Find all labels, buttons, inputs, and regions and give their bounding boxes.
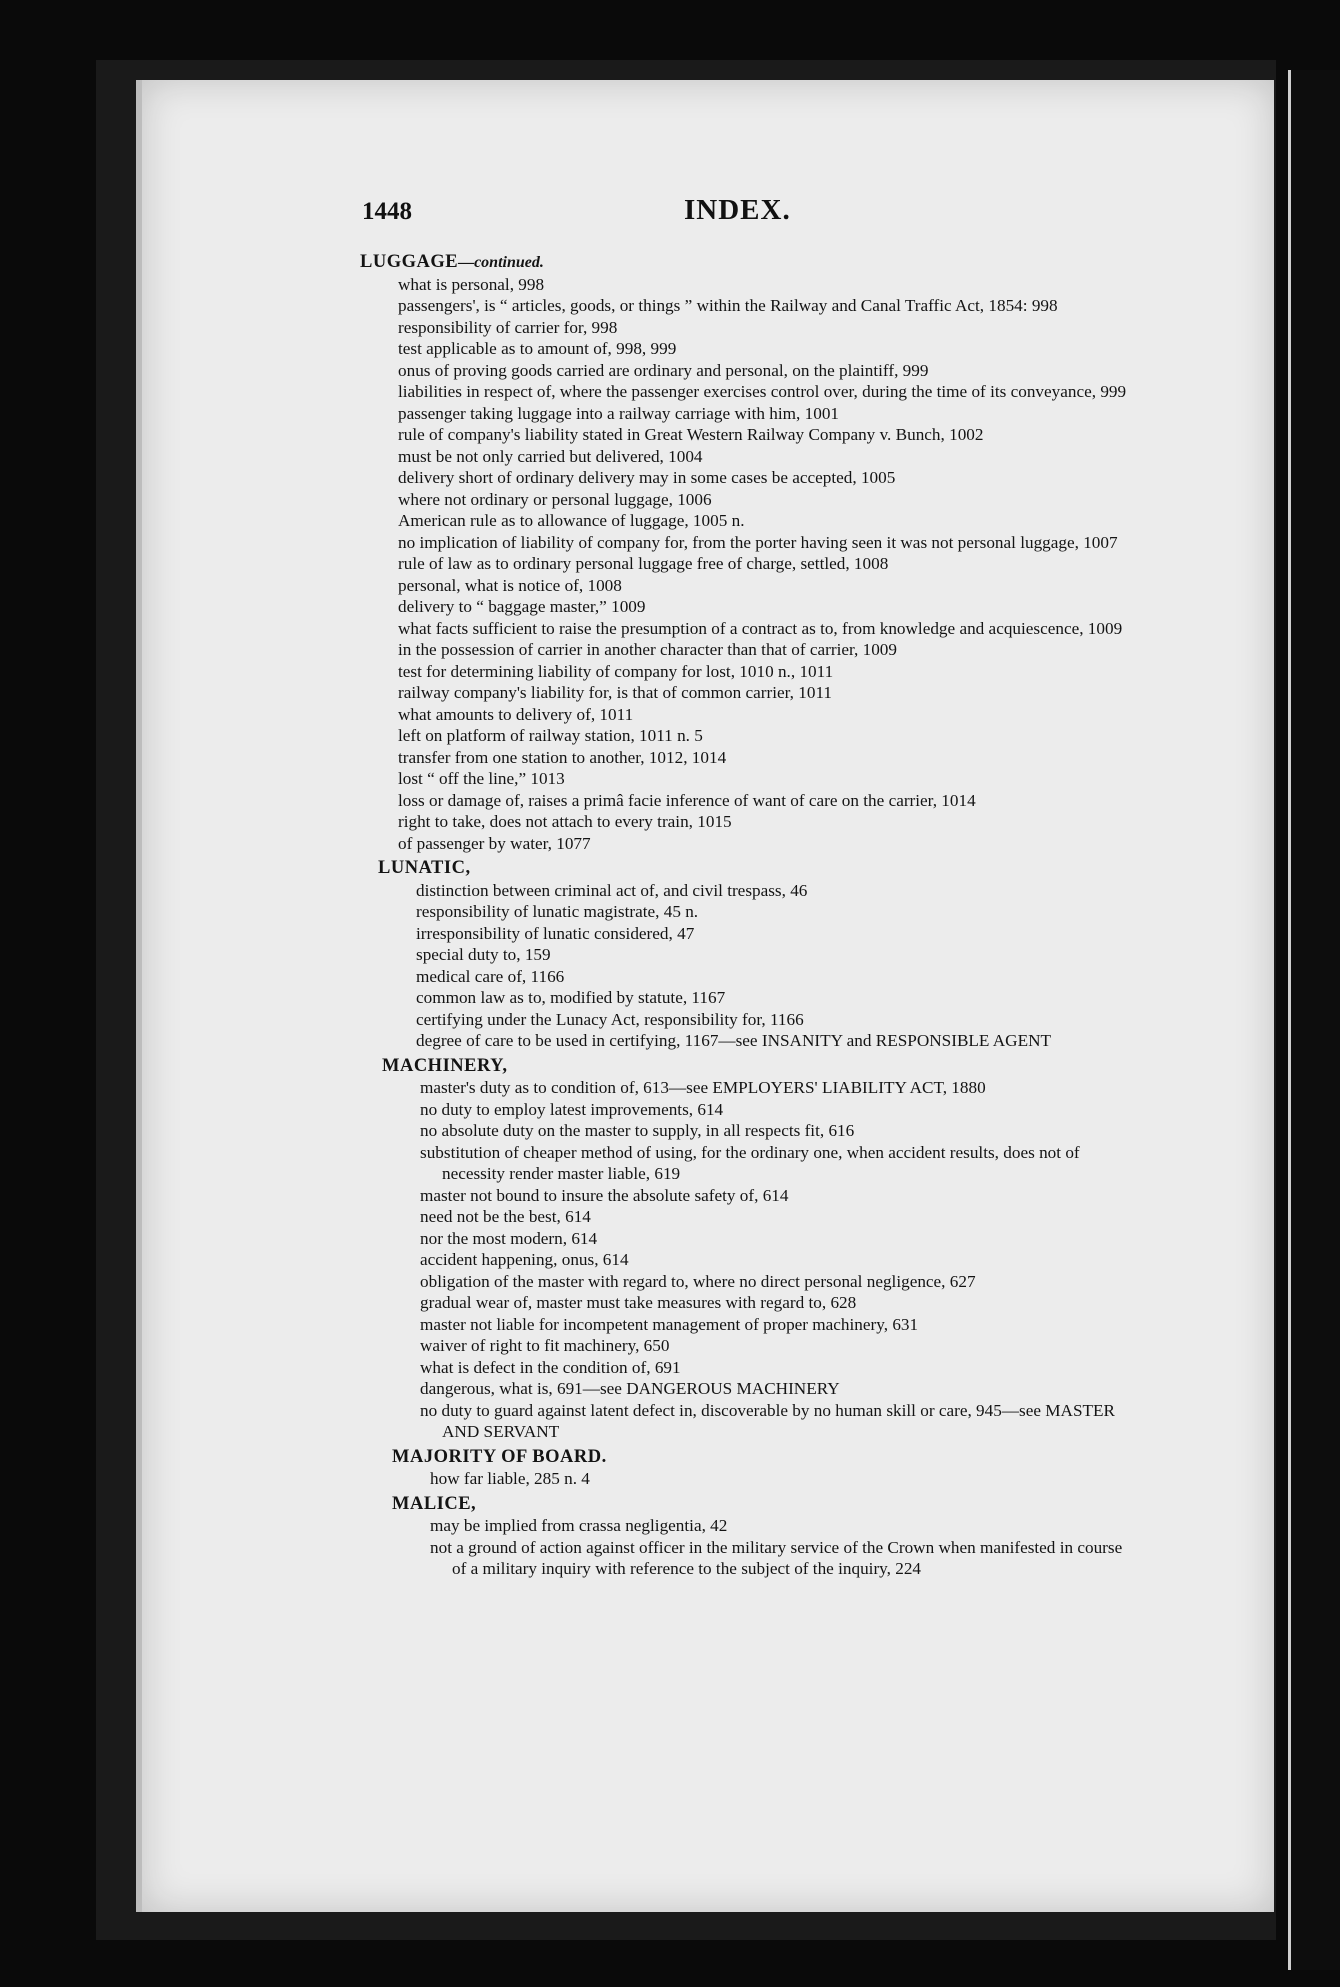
index-entry [360,252,1140,854]
subentry: delivery short of ordinary delivery may in some cases be accepted, 1005 [398,468,896,487]
subentry: how far liable, 285 n. 4 [430,1469,590,1488]
subentry: passengers', is “ articles, goods, or things ” within the Railway and Canal Traffic Act, 1854: 998 [398,296,1058,315]
subentry: nor the most modern, 614 [420,1228,598,1248]
entry-heading [382,1056,1140,1078]
subentry: American rule as to allowance of luggage, 1005 n. [398,511,745,530]
subentry: responsibility of carrier for, 998 [398,317,618,337]
subentry: substitution of cheaper method of using, for the ordinary one, when accident results, does not of necessity render master liable, 619 [420,1142,1080,1183]
subentry: master's duty as to condition of, 613—see EMPLOYERS' LIABILITY ACT, 1880 [420,1078,986,1097]
subentry: irresponsibility of lunatic considered, 47 [416,923,695,943]
facing-page-edge [1288,70,1340,1970]
subentry: responsibility of lunatic magistrate, 45 n. [416,902,699,921]
subentry: test for determining liability of company for lost, 1010 n., 1011 [398,661,834,681]
subentry: no duty to employ latest improvements, 614 [420,1099,724,1119]
subentry: loss or damage of, raises a primâ facie inference of want of care on the carrier, 1014 [398,790,976,810]
subentry: need not be the best, 614 [420,1207,591,1226]
subentry: railway company's liability for, is that of common carrier, 1011 [398,683,832,702]
subentry: onus of proving goods carried are ordinary and personal, on the plaintiff, 999 [398,360,929,380]
subentry: no absolute duty on the master to supply, in all respects fit, 616 [420,1121,855,1140]
subentry: not a ground of action against officer in the military service of the Crown when manifested in course of a military inquiry with reference to the subject of the inquiry, 224 [430,1537,1123,1578]
subentry: medical care of, 1166 [416,966,565,986]
subentry: what is personal, 998 [398,274,545,294]
subentry: what facts sufficient to raise the presumption of a contract as to, from knowledge and acquiescence, 1009 [398,618,1123,638]
subentry: no implication of liability of company for, from the porter having seen it was not personal luggage, 1007 [398,532,1118,552]
subentry: waiver of right to fit machinery, 650 [420,1336,670,1355]
entry-heading [392,1494,1140,1516]
subentry: of passenger by water, 1077 [398,833,591,853]
subentry: passenger taking luggage into a railway carriage with him, 1001 [398,403,840,423]
subentry: lost “ off the line,” 1013 [398,769,565,788]
subentry: left on platform of railway station, 1011 n. 5 [398,726,703,745]
subentry: rule of law as to ordinary personal luggage free of charge, settled, 1008 [398,554,889,573]
subentry: test applicable as to amount of, 998, 999 [398,339,677,358]
running-head [362,194,802,232]
subentry: may be implied from crassa negligentia, 42 [430,1516,728,1535]
subentry: what is defect in the condition of, 691 [420,1357,681,1377]
entry-heading [360,252,1140,274]
subentry: distinction between criminal act of, and civil trespass, 46 [416,880,808,900]
index-entry [382,1056,1140,1443]
subentry: transfer from one station to another, 1012, 1014 [398,747,727,767]
subentry: right to take, does not attach to every train, 1015 [398,812,732,831]
index-body [360,248,1140,1580]
entry-heading-text: LUGGAGE [360,252,459,272]
entry-heading [378,858,1140,880]
entry-heading-text: MAJORITY OF BOARD. [392,1446,607,1467]
subentry: master not bound to insure the absolute safety of, 614 [420,1185,789,1205]
subentry: what amounts to delivery of, 1011 [398,704,634,724]
subentry: certifying under the Lunacy Act, responsibility for, 1166 [416,1009,804,1029]
subentry: dangerous, what is, 691—see DANGEROUS MACHINERY [420,1379,840,1398]
subentry: common law as to, modified by statute, 1167 [416,988,726,1007]
subentry: must be not only carried but delivered, 1004 [398,446,703,466]
subentry: obligation of the master with regard to, where no direct personal negligence, 627 [420,1271,976,1291]
continued-label: —continued. [458,254,544,271]
subentry: in the possession of carrier in another character than that of carrier, 1009 [398,640,897,659]
subentry: rule of company's liability stated in Great Western Railway Company v. Bunch, 1002 [398,425,984,444]
entry-heading-text: LUNATIC, [378,858,471,878]
entry-heading [392,1447,1140,1469]
subentry: gradual wear of, master must take measures with regard to, 628 [420,1293,857,1312]
subentry: liabilities in respect of, where the passenger exercises control over, during the time of its conveyance, 999 [398,382,1127,401]
subentry: master not liable for incompetent management of proper machinery, 631 [420,1314,919,1334]
subentry: degree of care to be used in certifying, 1167—see INSANITY and RESPONSIBLE AGENT [416,1031,1051,1050]
page-number: 1448 [362,198,412,225]
subentry: accident happening, onus, 614 [420,1250,629,1269]
index-entry [392,1494,1140,1580]
subentry: personal, what is notice of, 1008 [398,575,622,595]
subentry: where not ordinary or personal luggage, 1006 [398,489,712,509]
index-entry [378,858,1140,1052]
subentry: delivery to “ baggage master,” 1009 [398,597,646,616]
subentry: special duty to, 159 [416,945,551,964]
index-entry [392,1447,1140,1490]
subentry: no duty to guard against latent defect in, discoverable by no human skill or care, 945—see MASTER AND SERVANT [420,1400,1115,1441]
entry-heading-text: MALICE, [392,1493,477,1514]
entry-heading-text: MACHINERY, [382,1055,508,1076]
page-title: INDEX. [684,194,791,226]
